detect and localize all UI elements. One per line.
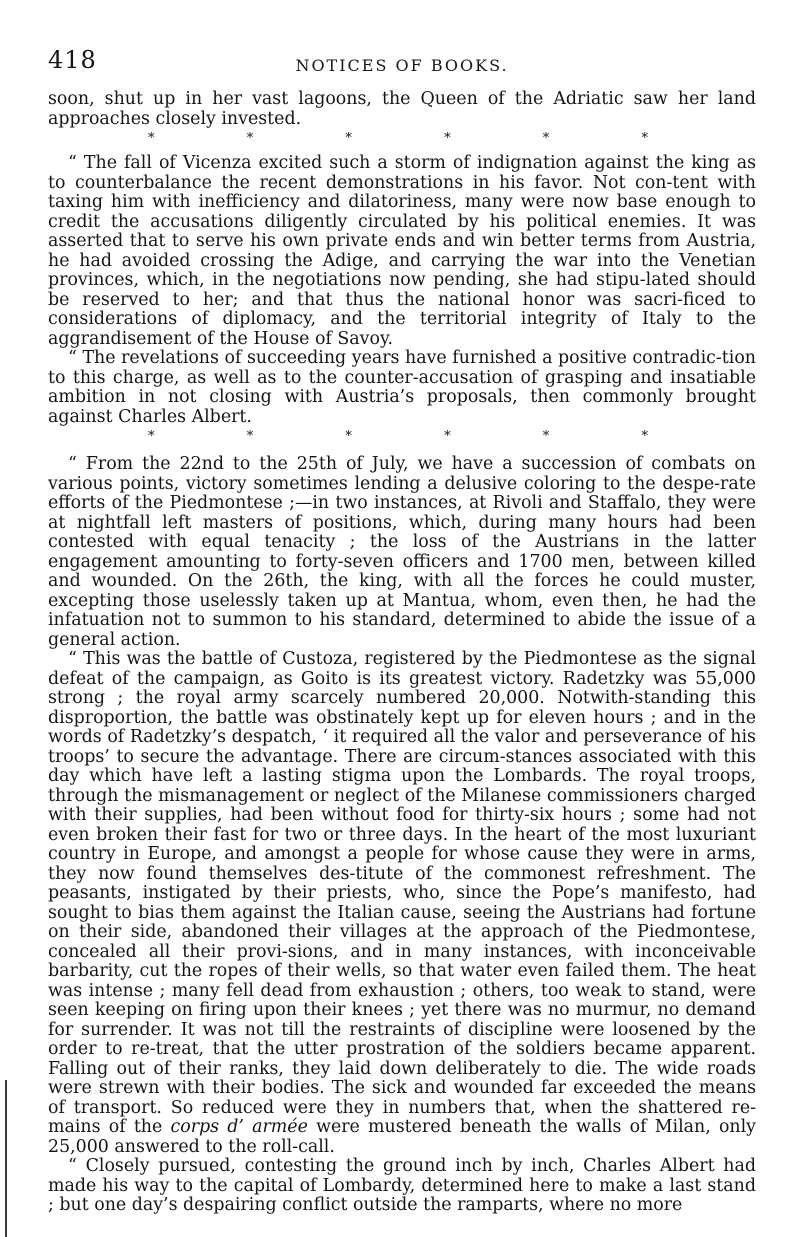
- asterisk: *: [444, 131, 451, 146]
- page-header: [48, 46, 756, 80]
- paragraph-revelations: “ The revelations of succeeding years have furnished a positive contradic-tion to this charge, as well as to the counter-accusation of grasping and insatiable ambition in not closing with Austria’s proposals, then commonly brought against Charles Albert.: [48, 348, 756, 427]
- custoza-text-end: were mustered beneath the walls of Milan, only 25,000 answered to the roll-call.: [48, 1117, 757, 1157]
- asterisk: *: [148, 429, 155, 444]
- asterisk: *: [246, 429, 254, 444]
- section-separator: [48, 131, 756, 146]
- paragraph-continuation: soon, shut up in her vast lagoons, the Queen of the Adriatic saw her land approaches closely invested.: [48, 89, 756, 129]
- section-separator: [48, 429, 756, 444]
- asterisk: *: [345, 429, 352, 444]
- paragraph-pursued: “ Closely pursued, contesting the ground inch by inch, Charles Albert had made his way to the capital of Lombardy, determined here to make a last stand ; but one day’s despairing conflict outside the ramparts, where no more: [48, 1156, 756, 1215]
- paragraph-custoza: [48, 650, 756, 1157]
- page-number: 418: [48, 46, 97, 74]
- asterisk: *: [345, 131, 352, 146]
- running-head: NOTICES OF BOOKS.: [295, 56, 509, 75]
- asterisk: *: [641, 131, 648, 146]
- asterisk: *: [444, 429, 451, 444]
- paragraph-july-combats: “ From the 22nd to the 25th of July, we have a succession of combats on various points, victory sometimes lending a delusive coloring to the despe-rate efforts of the Piedmontese ;—in two instances, at Rivoli and Staffalo, they were at nightfall left masters of positions, which, during many hours had been contested with equal tenacity ; the loss of the Austrians in the latter engagement amounting to forty-seven officers and 1700 men, between killed and wounded. On the 26th, the king, with all the forces he could muster, excepting those uselessly taken up at Mantua, whom, even then, he had the infatuation not to summon to his standard, determined to abide the issue of a general action.: [48, 454, 756, 650]
- custoza-text: “ This was the battle of Custoza, registered by the Piedmontese as the signal defeat of the campaign, as Goito is its greatest victory. Radetzky was 55,000 strong ; the royal army scarcely numbered 20,000. Notwith-standing this disproportion, the battle was obstinately kept up for eleven hours ; and in the words of Radetzky’s despatch, ‘ it required all the valor and perseverance of his troops’ to secure the advantage. There are circum-stances associated with this day which have left a lasting stigma upon the Lombards. The royal troops, through the mismanagement or neglect of the Milanese commissioners charged with their supplies, had been without food for thirty-six hours ; some had not even broken their fast for two or three days. In the heart of the most luxuriant country in Europe, and amongst a people for whose cause they were in arms, they now found themselves des-titute of the commonest refreshment. The peasants, instigated by their priests, who, since the Pope’s manifesto, had sought to bias them against the Italian cause, seeing the Austrians had fortune on their side, abandoned their villages at the approach of the Piedmontese, concealed all their provi-sions, and in many instances, with inconceivable barbarity, cut the ropes of their wells, so that water even failed them. The heat was intense ; many fell dead from exhaustion ; others, too weak to stand, were seen keeping on firing upon their knees ; yet there was no murmur, no demand for surrender. It was not till the restraints of discipline were loosened by the order to re-treat, that the utter prostration of the soldiers became apparent. Falling out of their ranks, they laid down deliberately to die. The wide roads were strewn with their bodies. The sick and wounded far exceeded the means of transport. So reduced were they in numbers that, when the shattered re-mains of the: [48, 649, 756, 1137]
- asterisk: *: [542, 429, 550, 444]
- body-text: [48, 90, 756, 1216]
- asterisk: *: [641, 429, 648, 444]
- paragraph-vicenza: “ The fall of Vicenza excited such a storm of indignation against the king as to counterbalance the recent demonstrations in his favor. Not con-tent with taxing him with inefficiency and dilatoriness, many were now base enough to credit the accusations diligently circulated by his political enemies. It was asserted that to serve his own private ends and win better terms from Austria, he had avoided crossing the Adige, and carrying the war into the Venetian provinces, which, in the negotiations now pending, she had stipu-lated should be reserved to her; and that thus the national honor was sacri-ficed to considerations of diplomacy, and the territorial integrity of Italy to the aggrandisement of the House of Savoy.: [48, 153, 756, 349]
- italic-phrase: corps d’ armée: [170, 1117, 308, 1137]
- asterisk: *: [246, 131, 254, 146]
- binding-edge-line: [5, 1080, 7, 1237]
- asterisk: *: [542, 131, 550, 146]
- page: [48, 46, 757, 1216]
- asterisk: *: [148, 131, 155, 146]
